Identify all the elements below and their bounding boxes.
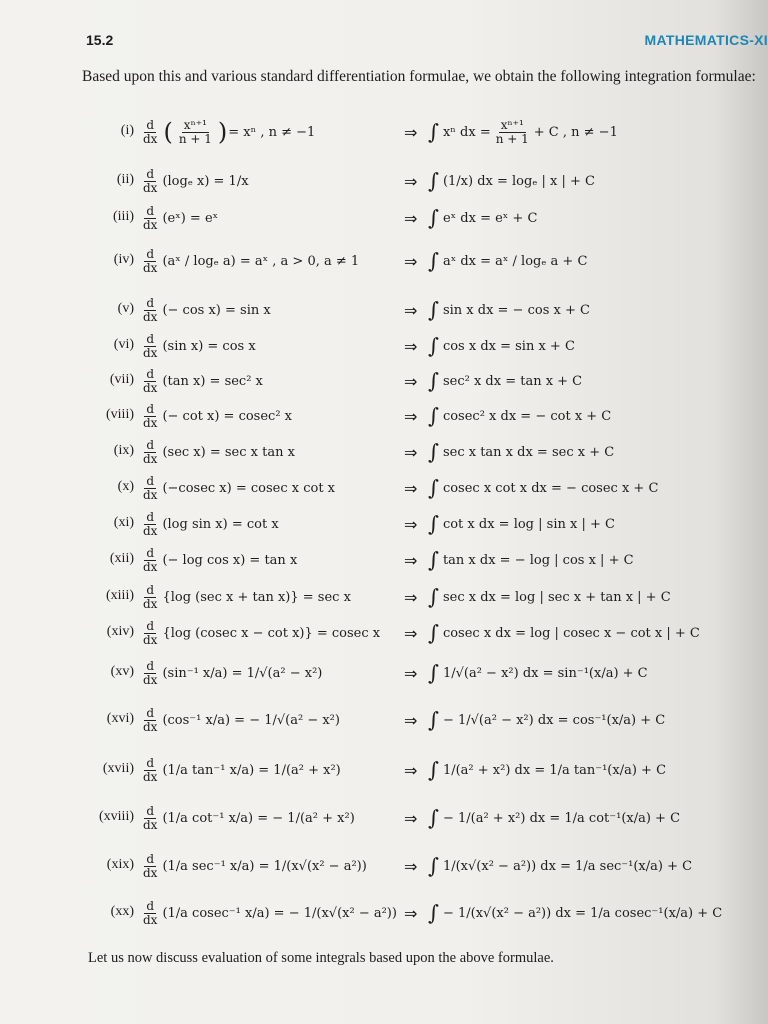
integral-sign: ∫ [428,584,439,609]
rhs-fraction-denominator: n + 1 [495,131,529,146]
implies-arrow: ⇒ [404,664,418,683]
lhs-expression: (aˣ / logₑ a) = aˣ , a > 0, a ≠ 1 [162,253,360,269]
integral-sign: ∫ [428,205,439,230]
formula-row [0,898,768,928]
formula-number: (iv) [113,252,134,267]
derivative-operator-numerator: d [146,898,155,913]
derivative-operator-numerator: d [146,658,155,673]
derivative-operator-denominator: dx [143,309,158,324]
rhs-fraction [494,119,531,145]
derivative-operator-denominator: dx [143,260,158,275]
implies-arrow: ⇒ [404,372,418,391]
formula-derivative [138,247,359,275]
derivative-operator-numerator: d [146,437,155,452]
lhs-expression: (logₑ x) = 1/x [162,173,249,189]
formula-number: (xv) [110,664,134,679]
implies-arrow: ⇒ [404,301,418,320]
integral-sign: ∫ [428,547,439,572]
integral-sign: ∫ [428,439,439,464]
formula-row [0,851,768,881]
formula-row [0,437,768,467]
integral-sign: ∫ [428,475,439,500]
integral-sign: ∫ [428,853,439,878]
formula-row [0,295,768,325]
rhs-expression: 1/√(a² − x²) dx = sin⁻¹(x/a) + C [442,665,648,681]
implies-arrow: ⇒ [404,761,418,780]
implies-arrow: ⇒ [404,904,418,923]
formula-derivative [138,899,397,927]
derivative-operator-numerator: d [146,203,155,218]
integral-sign: ∫ [428,620,439,645]
formula-integral [428,474,658,502]
formula-row [0,331,768,361]
formula-number: (xix) [106,857,134,872]
derivative-operator [141,333,159,359]
formula-row [0,658,768,688]
rhs-expression: sec² x dx = tan x + C [442,373,583,389]
derivative-operator-numerator: d [146,366,155,381]
derivative-operator [141,475,159,501]
implies-arrow: ⇒ [404,809,418,828]
formula-integral [428,546,634,574]
derivative-operator [141,403,159,429]
formula-integral [428,296,590,324]
integral-sign: ∫ [428,119,439,144]
derivative-operator-denominator: dx [143,451,158,466]
formula-number: (xvii) [102,761,134,776]
lhs-expression: {log (cosec x − cot x)} = cosec x [162,625,381,641]
close-paren: ) [217,118,228,146]
formula-integral [428,852,692,880]
derivative-operator-numerator: d [146,582,155,597]
rhs-expression: sin x dx = − cos x + C [442,302,590,318]
formula-derivative [138,583,351,611]
derivative-operator-denominator: dx [143,596,158,611]
derivative-operator [141,511,159,537]
lhs-expression: (sin⁻¹ x/a) = 1/√(a² − x²) [162,665,323,681]
integral-sign: ∫ [428,805,439,830]
derivative-operator-numerator: d [146,851,155,866]
formula-derivative [138,296,271,324]
lhs-expression: (1/a tan⁻¹ x/a) = 1/(a² + x²) [162,762,341,778]
formula-row [0,246,768,276]
derivative-operator-numerator: d [146,803,155,818]
formula-number: (x) [117,479,134,494]
formula-derivative [138,619,380,647]
lhs-expression: (1/a cosec⁻¹ x/a) = − 1/(x√(x² − a²)) [162,905,397,921]
formula-row [0,582,768,612]
lhs-expression: {log (sec x + tan x)} = sec x [162,589,351,605]
running-head: MATHEMATICS-XI [644,32,768,48]
formula-integral [428,583,671,611]
implies-arrow: ⇒ [404,479,418,498]
derivative-operator-denominator: dx [143,180,158,195]
derivative-operator-denominator: dx [143,912,158,927]
page-number: 15.2 [86,32,114,48]
rhs-expression: cos x dx = sin x + C [442,338,575,354]
formula-row [0,117,768,147]
formula-derivative [138,402,292,430]
formula-derivative [138,756,341,784]
lhs-expression: (sec x) = sec x tan x [162,444,295,460]
formula-number: (vii) [109,372,134,387]
lhs-expression: (log sin x) = cot x [162,516,279,532]
lhs-expression: (1/a sec⁻¹ x/a) = 1/(x√(x² − a²)) [162,858,367,874]
formula-integral [428,402,611,430]
rhs-expression: cot x dx = log | sin x | + C [442,516,615,532]
rhs-expression: cosec x dx = log | cosec x − cot x | + C [442,625,700,641]
formula-number: (iii) [113,209,134,224]
derivative-operator-numerator: d [146,618,155,633]
rhs-expression: sec x tan x dx = sec x + C [442,444,615,460]
derivative-operator [141,547,159,573]
implies-arrow: ⇒ [404,443,418,462]
rhs-fraction-numerator: xⁿ⁺¹ [500,117,524,132]
rhs-expression: cosec x cot x dx = − cosec x + C [442,480,659,496]
derivative-operator [141,248,159,274]
derivative-operator-denominator: dx [143,415,158,430]
formula-number: (xii) [109,551,134,566]
derivative-operator-denominator: dx [143,865,158,880]
derivative-operator-denominator: dx [143,559,158,574]
integral-sign: ∫ [428,660,439,685]
derivative-operator [141,205,159,231]
closing-sentence: Let us now discuss evaluation of some integrals based upon the above formulae. [88,950,554,966]
derivative-operator-numerator: d [146,473,155,488]
derivative-operator-numerator: d [146,755,155,770]
formula-derivative [138,474,335,502]
rhs-expression: − 1/√(a² − x²) dx = cos⁻¹(x/a) + C [442,712,666,728]
derivative-operator-denominator: dx [143,523,158,538]
formula-number: (xiii) [106,588,134,603]
formula-row [0,755,768,785]
derivative-operator-numerator: d [146,331,155,346]
derivative-operator [141,900,159,926]
lhs-expression: (tan x) = sec² x [162,373,263,389]
formula-number: (ix) [113,443,134,458]
lhs-fraction [177,119,214,145]
rhs-expression: cosec² x dx = − cot x + C [442,408,612,424]
derivative-operator-numerator: d [146,705,155,720]
implies-arrow: ⇒ [404,515,418,534]
formula-derivative [138,204,218,232]
implies-arrow: ⇒ [404,337,418,356]
derivative-operator-denominator: dx [143,672,158,687]
formula-number: (xi) [113,515,134,530]
derivative-operator [141,757,159,783]
lhs-expression: (cos⁻¹ x/a) = − 1/√(a² − x²) [162,712,340,728]
formula-derivative [138,706,340,734]
implies-arrow: ⇒ [404,172,418,191]
formula-number: (ii) [116,172,134,187]
formula-integral [428,619,700,647]
formula-number: (xx) [110,904,134,919]
formula-integral [428,438,614,466]
integral-sign: ∫ [428,900,439,925]
implies-arrow: ⇒ [404,711,418,730]
formula-number: (viii) [106,407,134,422]
derivative-operator-numerator: d [146,166,155,181]
rhs-expression: − 1/(x√(x² − a²)) dx = 1/a cosec⁻¹(x/a) + C [442,905,723,921]
formula-row [0,203,768,233]
formula-integral [428,899,722,927]
formula-row [0,366,768,396]
derivative-operator [141,368,159,394]
derivative-operator-numerator: d [146,401,155,416]
integral-sign: ∫ [428,368,439,393]
derivative-operator-denominator: dx [143,719,158,734]
lhs-expression: (− cos x) = sin x [162,302,271,318]
formula-derivative [138,118,315,146]
derivative-operator-denominator: dx [143,632,158,647]
rhs-expression: aˣ dx = aˣ / logₑ a + C [442,253,588,269]
integral-sign: ∫ [428,168,439,193]
formula-row [0,545,768,575]
formula-integral [428,204,537,232]
lhs-expression: (sin x) = cos x [162,338,256,354]
formula-integral [428,756,666,784]
derivative-operator [141,297,159,323]
formula-derivative [138,804,355,832]
formula-derivative [138,510,279,538]
implies-arrow: ⇒ [404,252,418,271]
derivative-operator [141,119,159,145]
integral-sign: ∫ [428,248,439,273]
rhs-expression: tan x dx = − log | cos x | + C [442,552,634,568]
formula-number: (xiv) [106,624,134,639]
integral-sign: ∫ [428,297,439,322]
derivative-operator [141,620,159,646]
derivative-operator [141,853,159,879]
derivative-operator [141,805,159,831]
integral-sign: ∫ [428,707,439,732]
integral-sign: ∫ [428,333,439,358]
lhs-expression: (− log cos x) = tan x [162,552,298,568]
derivative-operator-denominator: dx [143,217,158,232]
formula-number: (vi) [113,337,134,352]
formula-row [0,803,768,833]
formula-integral [428,510,615,538]
derivative-operator-denominator: dx [143,487,158,502]
derivative-operator-denominator: dx [143,817,158,832]
formula-row [0,166,768,196]
open-paren: ( [163,118,173,146]
implies-arrow: ⇒ [404,551,418,570]
formula-derivative [138,546,297,574]
lhs-fraction-denominator: n + 1 [178,131,212,146]
formula-number: (i) [120,123,134,138]
implies-arrow: ⇒ [404,209,418,228]
formula-integral [428,247,587,275]
derivative-operator-numerator: d [146,295,155,310]
rhs-expression: 1/(x√(x² − a²)) dx = 1/a sec⁻¹(x/a) + C [442,858,693,874]
lhs-expression: (− cot x) = cosec² x [162,408,293,424]
integral-sign: ∫ [428,511,439,536]
lhs-expression: (1/a cot⁻¹ x/a) = − 1/(a² + x²) [162,810,355,826]
rhs-expression: eˣ dx = eˣ + C [442,210,538,226]
derivative-operator [141,660,159,686]
implies-arrow: ⇒ [404,857,418,876]
formula-row [0,509,768,539]
rhs-expression: (1/x) dx = logₑ | x | + C [442,173,595,189]
formula-integral [428,332,575,360]
formula-number: (xviii) [99,809,134,824]
rhs-expression: − 1/(a² + x²) dx = 1/a cot⁻¹(x/a) + C [442,810,681,826]
rhs-expression: sec x dx = log | sec x + tan x | + C [442,589,671,605]
implies-arrow: ⇒ [404,123,418,142]
formula-row [0,705,768,735]
lhs-expression: (−cosec x) = cosec x cot x [162,480,336,496]
intro-paragraph: Based upon this and various standard differentiation formulae, we obtain the following integration formulae: [82,68,756,85]
derivative-operator [141,584,159,610]
implies-arrow: ⇒ [404,624,418,643]
formula-integral [428,118,618,146]
formula-derivative [138,332,256,360]
rhs-expression: 1/(a² + x²) dx = 1/a tan⁻¹(x/a) + C [442,762,667,778]
formula-row [0,401,768,431]
formula-integral [428,659,648,687]
formula-derivative [138,367,263,395]
formula-derivative [138,659,322,687]
derivative-operator-numerator: d [146,545,155,560]
formula-derivative [138,852,367,880]
formula-integral [428,367,582,395]
derivative-operator-numerator: d [146,246,155,261]
derivative-operator [141,707,159,733]
derivative-operator-denominator: dx [143,131,158,146]
derivative-operator-numerator: d [146,117,155,132]
lhs-result: = xⁿ , n ≠ −1 [228,124,316,140]
implies-arrow: ⇒ [404,588,418,607]
formula-number: (v) [117,301,134,316]
formula-integral [428,804,680,832]
rhs-integrand: xⁿ dx = [442,124,491,140]
formula-derivative [138,438,295,466]
formula-integral [428,167,595,195]
formula-number: (xvi) [106,711,134,726]
formula-derivative [138,167,249,195]
formula-row [0,473,768,503]
formula-row [0,618,768,648]
derivative-operator-denominator: dx [143,380,158,395]
integral-sign: ∫ [428,757,439,782]
implies-arrow: ⇒ [404,407,418,426]
formula-integral [428,706,665,734]
derivative-operator-numerator: d [146,509,155,524]
derivative-operator [141,439,159,465]
derivative-operator [141,168,159,194]
derivative-operator-denominator: dx [143,769,158,784]
lhs-expression: (eˣ) = eˣ [162,210,219,226]
derivative-operator-denominator: dx [143,345,158,360]
integral-sign: ∫ [428,403,439,428]
rhs-constant: + C , n ≠ −1 [533,124,618,140]
lhs-fraction-numerator: xⁿ⁺¹ [183,117,207,132]
